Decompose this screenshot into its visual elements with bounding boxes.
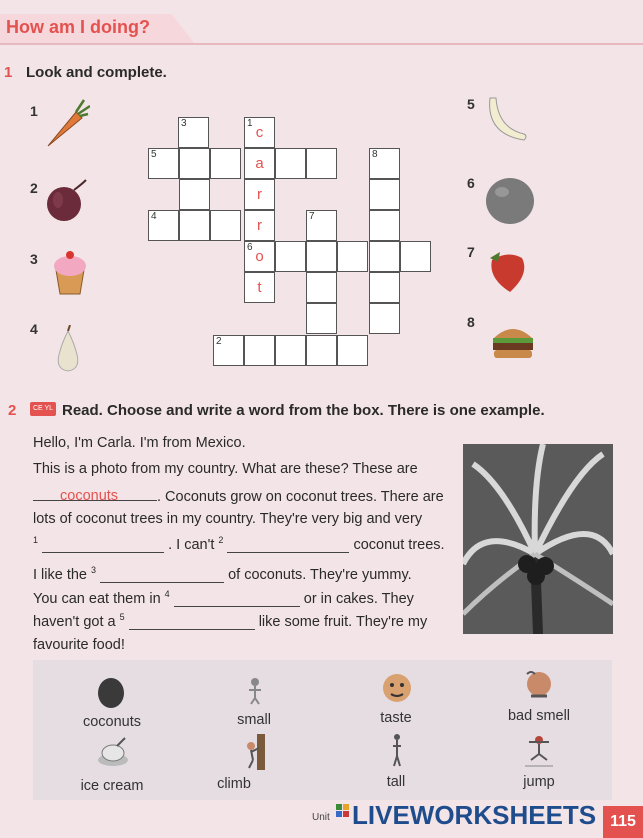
reading-line-6-b: of coconuts. They're yummy. (228, 566, 412, 583)
crossword-cell[interactable] (244, 335, 275, 366)
climb-icon (237, 734, 273, 770)
answer-input-2[interactable] (227, 536, 349, 553)
reading-line-4: lots of coconut trees in my country. They're very big and very (33, 511, 423, 527)
crossword-cell[interactable] (306, 148, 337, 179)
crossword-cell[interactable] (275, 148, 306, 179)
reading-line-8-b: like some fruit. They're my (258, 613, 428, 630)
crossword-letter: t (257, 279, 262, 296)
crossword-cell[interactable] (306, 272, 337, 303)
crossword-letter: r (257, 186, 262, 203)
clue-number-6: 6 (247, 242, 253, 253)
crossword-cell[interactable] (369, 148, 400, 179)
reading-line-5-end: coconut trees. (353, 536, 445, 553)
picture-number-8: 8 (467, 314, 475, 330)
answer-input-3[interactable] (100, 566, 224, 583)
word-tall[interactable]: tall (386, 774, 406, 790)
crossword-cell[interactable] (337, 241, 368, 272)
crossword-letter: o (255, 248, 264, 265)
banana-icon (484, 94, 530, 146)
clue-number-4: 4 (151, 211, 157, 222)
burger-icon (490, 320, 536, 364)
word-ice-cream[interactable]: ice cream (80, 778, 144, 794)
crossword-cell[interactable] (213, 335, 244, 366)
clue-number-8: 8 (372, 149, 378, 160)
crossword-letter: c (255, 124, 264, 141)
bad-smell-icon (521, 668, 557, 704)
crossword-letter: a (255, 155, 264, 172)
coconut-icon (93, 674, 129, 710)
crossword-cell[interactable] (306, 210, 337, 241)
crossword-cell[interactable] (178, 117, 209, 148)
reading-line-7 (33, 589, 414, 607)
word-coconuts[interactable]: coconuts (82, 714, 142, 730)
word-jump[interactable]: jump (523, 774, 555, 790)
crossword-cell[interactable] (275, 335, 306, 366)
crossword-cell[interactable] (306, 335, 337, 366)
liveworksheets-logo: LIVEWORKSHEETS (352, 800, 597, 830)
example-answer: coconuts (60, 488, 119, 504)
reading-line-5-mid: . I can't (168, 536, 215, 553)
picture-number-3: 3 (30, 251, 38, 267)
crossword-cell[interactable] (369, 210, 400, 241)
reading-line-8 (33, 612, 427, 630)
reading-line-9: favourite food! (33, 637, 125, 653)
ice-cream-icon (95, 736, 131, 772)
answer-input-4[interactable] (174, 590, 300, 607)
palm-tree-icon (463, 444, 613, 634)
reading-line-2: This is a photo from my country. What are these? These are (33, 461, 418, 477)
crossword-cell[interactable] (306, 241, 337, 272)
crossword-cell[interactable] (244, 241, 275, 272)
crossword-cell[interactable] (179, 148, 210, 179)
orange-icon (484, 176, 536, 226)
crossword-cell[interactable] (244, 210, 275, 241)
crossword-cell[interactable] (369, 303, 400, 334)
reading-line-8-a: haven't got a (33, 613, 116, 630)
reading-line-7-a: You can eat them in (33, 590, 161, 607)
clue-number-5: 5 (151, 149, 157, 160)
crossword-cell[interactable] (306, 303, 337, 334)
crossword-cell[interactable] (369, 272, 400, 303)
word-climb[interactable]: climb (217, 776, 251, 792)
crossword-cell[interactable] (244, 179, 275, 210)
section-2-number: 2 (8, 402, 17, 419)
picture-number-7: 7 (467, 244, 475, 260)
page-title: How am I doing? (6, 17, 150, 37)
crossword-cell[interactable] (244, 272, 275, 303)
pear-icon (52, 325, 84, 373)
crossword-cell[interactable] (179, 210, 210, 241)
word-box (33, 660, 612, 800)
taste-icon (379, 670, 415, 706)
crossword-cell[interactable] (244, 148, 275, 179)
tall-person-icon (379, 732, 415, 768)
crossword-cell[interactable] (244, 117, 275, 148)
crossword-cell[interactable] (400, 241, 431, 272)
small-person-icon (237, 672, 273, 708)
gap-number-4: 4 (164, 589, 170, 599)
header-divider (0, 43, 643, 45)
carrot-icon (42, 98, 90, 150)
section-1-number: 1 (4, 64, 13, 81)
answer-input-1[interactable] (42, 536, 164, 553)
clue-number-7: 7 (309, 211, 315, 222)
clue-number-3: 3 (181, 118, 187, 129)
gap-number-2: 2 (218, 535, 224, 545)
picture-number-6: 6 (467, 175, 475, 191)
crossword-cell[interactable] (337, 335, 368, 366)
coconut-tree-photo (463, 444, 613, 634)
word-taste[interactable]: taste (380, 710, 412, 726)
answer-input-5[interactable] (129, 613, 255, 630)
reading-line-5 (33, 535, 445, 553)
word-small[interactable]: small (237, 712, 271, 728)
exam-badge: CE YL (30, 402, 56, 416)
page-number: 115 (603, 806, 643, 838)
crossword-cell[interactable] (210, 148, 241, 179)
clue-number-2: 2 (216, 336, 222, 347)
crossword-cell[interactable] (148, 148, 179, 179)
word-bad-smell[interactable]: bad smell (507, 708, 571, 724)
cupcake-icon (50, 248, 90, 298)
picture-number-1: 1 (30, 103, 38, 119)
reading-line-7-b: or in cakes. They (303, 590, 414, 607)
crossword-cell[interactable] (210, 210, 241, 241)
picture-number-4: 4 (30, 321, 38, 337)
reading-line-6-a: I like the (33, 566, 87, 583)
onion-icon (44, 178, 90, 224)
picture-number-2: 2 (30, 180, 38, 196)
footer-unit: Unit (312, 812, 330, 823)
crossword-letter: r (257, 217, 262, 234)
section-1-title: Look and complete. (26, 64, 167, 81)
crossword-cell[interactable] (179, 179, 210, 210)
reading-line-3-text: . Coconuts grow on coconut trees. There are (157, 489, 444, 505)
crossword-cell[interactable] (369, 241, 400, 272)
gap-number-5: 5 (119, 612, 125, 622)
picture-number-5: 5 (467, 96, 475, 112)
gap-number-1: 1 (33, 535, 39, 545)
strawberry-icon (484, 248, 532, 294)
crossword-cell[interactable] (369, 179, 400, 210)
jump-icon (521, 732, 557, 768)
gap-number-3: 3 (91, 565, 97, 575)
crossword-cell[interactable] (275, 241, 306, 272)
clue-number-1: 1 (247, 118, 253, 129)
crossword-cell[interactable] (148, 210, 179, 241)
section-2-title: Read. Choose and write a word from the box. There is one example. (62, 402, 545, 419)
reading-line-1: Hello, I'm Carla. I'm from Mexico. (33, 435, 246, 451)
reading-line-6 (33, 565, 412, 583)
